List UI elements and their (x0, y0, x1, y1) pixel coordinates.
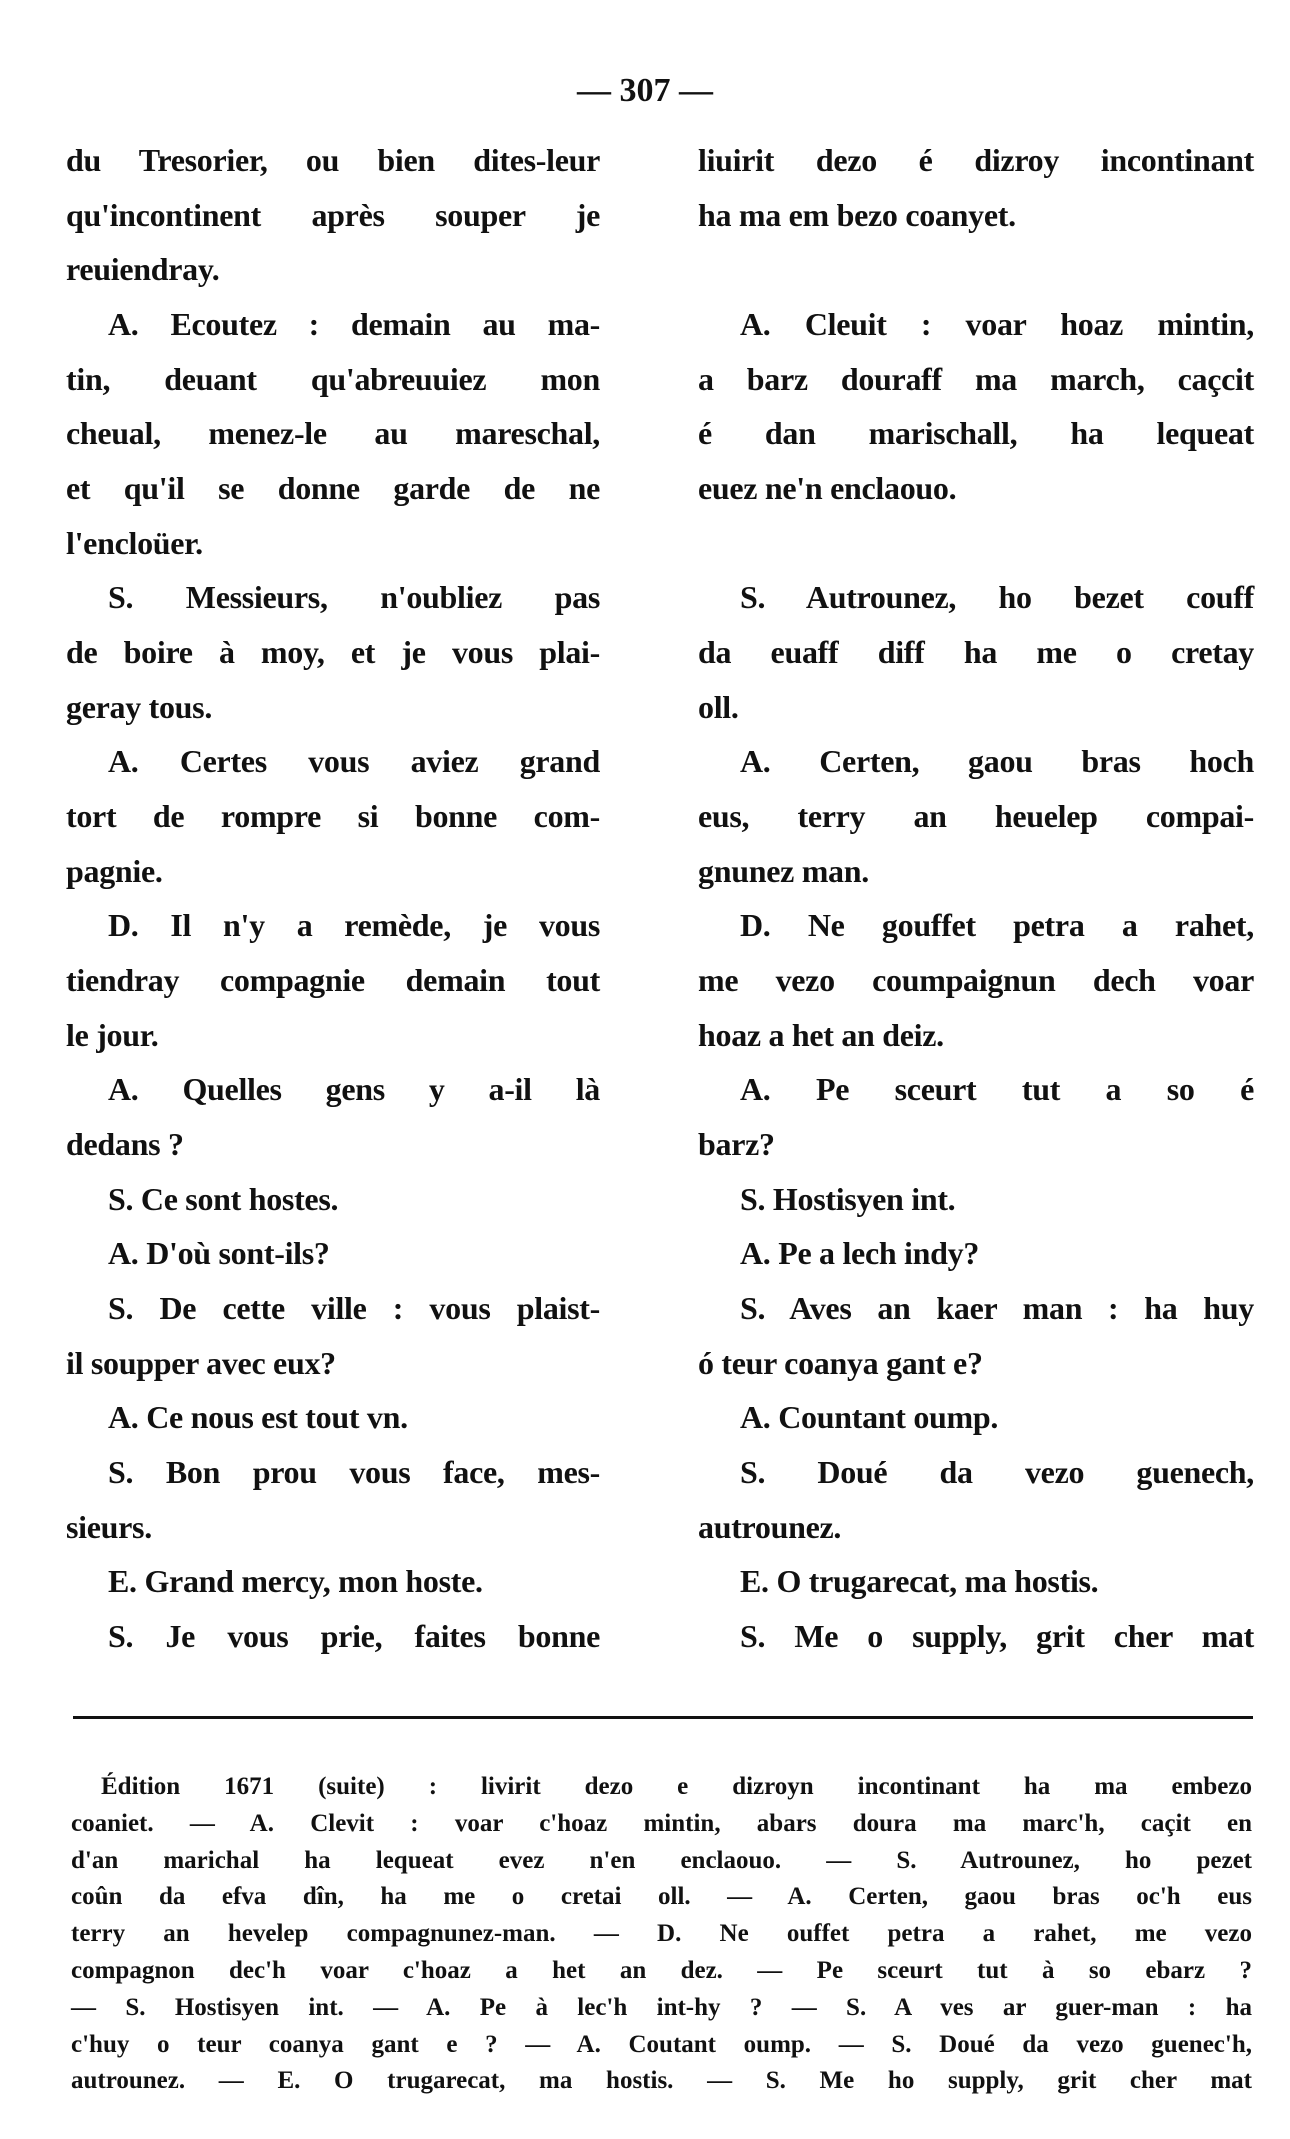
text-line: D. Il n'y a remède, je vous (108, 907, 600, 944)
text-line: A. Quelles gens y a-il là (108, 1071, 600, 1108)
text-line: S. Doué da vezo guenech, (740, 1453, 1254, 1490)
text-line: il soupper avec eux? (66, 1344, 336, 1381)
text-line: S. Hostisyen int. (740, 1180, 956, 1217)
footnote-line: c'huy o teur coanya gant e ? — A. Coutant oump. — S. Doué da vezo guenec'h, (71, 2030, 1252, 2058)
text-line: S. Me o supply, grit cher mat (740, 1617, 1254, 1654)
text-line: oll. (698, 688, 739, 725)
text-line: tin, deuant qu'abreuuiez mon (66, 360, 600, 397)
text-line: S. Je vous prie, faites bonne (108, 1617, 600, 1654)
text-line: E. Grand mercy, mon hoste. (108, 1563, 483, 1600)
text-line: le jour. (66, 1016, 159, 1053)
footnote-line: coaniet. — A. Clevit : voar c'hoaz mintin, abars doura ma marc'h, caçit en (71, 1809, 1252, 1837)
text-line: A. Ce nous est tout vn. (108, 1399, 408, 1436)
text-line: et qu'il se donne garde de ne (66, 469, 600, 506)
text-line: A. Pe sceurt tut a so é (740, 1071, 1254, 1108)
page-number: — 307 — (577, 72, 713, 109)
text-line: é dan marischall, ha lequeat (698, 415, 1254, 452)
text-line: de boire à moy, et je vous plai- (66, 633, 600, 670)
text-line: E. O trugarecat, ma hostis. (740, 1563, 1099, 1600)
text-line: ha ma em bezo coanyet. (698, 196, 1016, 233)
text-line: A. Certen, gaou bras hoch (740, 743, 1254, 780)
text-line: S. De cette ville : vous plaist- (108, 1289, 600, 1326)
text-line: geray tous. (66, 688, 213, 725)
text-line: A. D'où sont-ils? (108, 1235, 330, 1272)
text-line: l'encloüer. (66, 524, 203, 561)
footnote-line: terry an hevelep compagnunez-man. — D. Ne ouffet petra a rahet, me vezo (71, 1920, 1252, 1948)
footnote-line: d'an marichal ha lequeat evez n'en enclaouo. — S. Autrounez, ho pezet (71, 1846, 1252, 1874)
footnote-line: autrounez. — E. O trugarecat, ma hostis. — S. Me ho supply, grit cher mat (71, 2067, 1252, 2095)
text-line: S. Autrounez, ho bezet couff (740, 579, 1254, 616)
text-line: sieurs. (66, 1508, 152, 1545)
text-line: pagnie. (66, 852, 163, 889)
text-line: tiendray compagnie demain tout (66, 961, 600, 998)
text-line: A. Ecoutez : demain au ma- (108, 305, 600, 342)
text-line: S. Messieurs, n'oubliez pas (108, 579, 600, 616)
text-line: S. Aves an kaer man : ha huy (740, 1289, 1254, 1326)
text-line: ó teur coanya gant e? (698, 1344, 983, 1381)
text-line: hoaz a het an deiz. (698, 1016, 944, 1053)
text-line: autrounez. (698, 1508, 842, 1545)
text-line: S. Ce sont hostes. (108, 1180, 339, 1217)
text-line: euez ne'n enclaouo. (698, 469, 957, 506)
footnote-line: — S. Hostisyen int. — A. Pe à lec'h int-hy ? — S. A ves ar guer-man : ha (71, 1993, 1252, 2021)
text-line: qu'incontinent après souper je (66, 196, 600, 233)
footnote-line: compagnon dec'h voar c'hoaz a het an dez. — Pe sceurt tut à so ebarz ? (71, 1957, 1252, 1984)
text-line: A. Countant oump. (740, 1399, 999, 1436)
text-line: D. Ne gouffet petra a rahet, (740, 907, 1254, 944)
footnote-divider (73, 1716, 1253, 1719)
text-line: dedans ? (66, 1125, 184, 1162)
text-line: du Tresorier, ou bien dites-leur (66, 142, 600, 178)
text-line: barz? (698, 1125, 775, 1162)
footnote-line: coûn da efva dîn, ha me o cretai oll. — A. Certen, gaou bras oc'h eus (71, 1883, 1252, 1911)
text-line: tort de rompre si bonne com- (66, 797, 600, 834)
text-line: gnunez man. (698, 852, 869, 889)
text-line: me vezo coumpaignun dech voar (698, 961, 1254, 998)
text-line: cheual, menez-le au mareschal, (66, 415, 600, 452)
text-line: A. Cleuit : voar hoaz mintin, (740, 305, 1254, 342)
footnote-line: Édition 1671 (suite) : livirit dezo e dizroyn incontinant ha ma embezo (101, 1773, 1252, 1800)
text-line: S. Bon prou vous face, mes- (108, 1453, 600, 1490)
text-line: A. Certes vous aviez grand (108, 743, 600, 780)
text-line: liuirit dezo é dizroy incontinant (698, 142, 1254, 178)
text-line: A. Pe a lech indy? (740, 1235, 980, 1272)
text-line: a barz douraff ma march, caçcit (698, 360, 1254, 397)
text-line: reuiendray. (66, 251, 220, 288)
text-line: eus, terry an heuelep compai- (698, 797, 1254, 834)
text-line: da euaff diff ha me o cretay (698, 633, 1254, 670)
